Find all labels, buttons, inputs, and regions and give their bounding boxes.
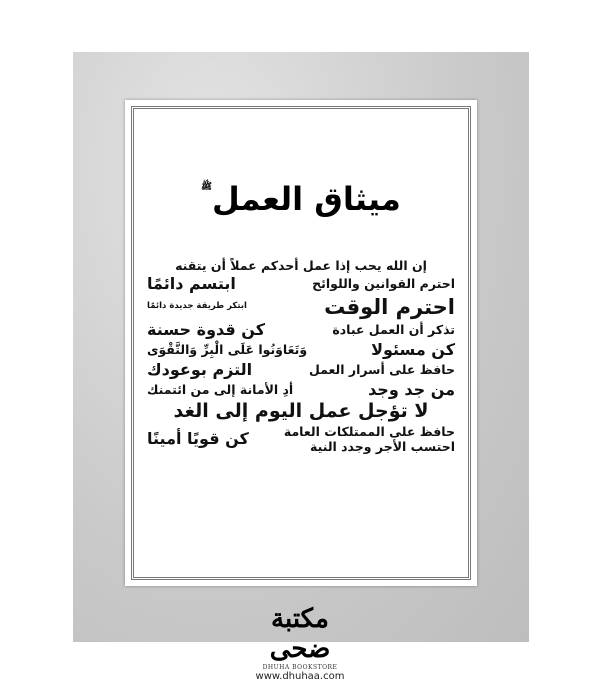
logo-url: www.dhuhaa.com (255, 671, 345, 682)
line-3a: احترم الوقت (324, 294, 455, 319)
line-4a: تذكر أن العمل عبادة (332, 322, 455, 338)
line-2b: ابتسم دائمًا (147, 273, 236, 293)
line-9a: حافظ على الممتلكات العامة (283, 423, 455, 439)
line-2a: احترم القوانين واللوائح (312, 275, 455, 291)
title-text: ميثاق العمل (212, 180, 401, 218)
bookstore-logo (250, 604, 350, 682)
line-9b: احتسب الأجر وجدد النية (310, 439, 455, 455)
line-1: إن الله يحب إذا عمل أحدكم عملاً أن يتقنه (175, 258, 427, 273)
line-6a: حافظ على أسرار العمل (308, 362, 455, 378)
line-5b: وَتَعَاوَنُوا عَلَى الْبِرِّ وَالتَّقْوَى (147, 342, 308, 358)
line-3b: ابتكر طريقة جديدة دائمًا (147, 301, 247, 312)
poster (125, 100, 477, 586)
logo-english: DHUHA BOOKSTORE (262, 664, 338, 671)
poster-title (125, 180, 477, 218)
line-5a: كن مسئولا (371, 339, 455, 359)
line-9c: كن قويًا أمينًا (147, 429, 249, 449)
charter-text (147, 258, 455, 455)
line-7b: أدِ الأمانة إلى من ائتمنك (147, 382, 294, 398)
line-4b: كن قدوة حسنة (147, 319, 265, 339)
line-6b: التزم بوعودك (147, 359, 253, 379)
logo-arabic: مكتبة ضحى (269, 604, 331, 664)
line-8: لا تؤجل عمل اليوم إلى الغد (173, 399, 429, 422)
title-mark: ﷺ (201, 182, 213, 192)
line-7a: من جد وجد (368, 379, 455, 399)
